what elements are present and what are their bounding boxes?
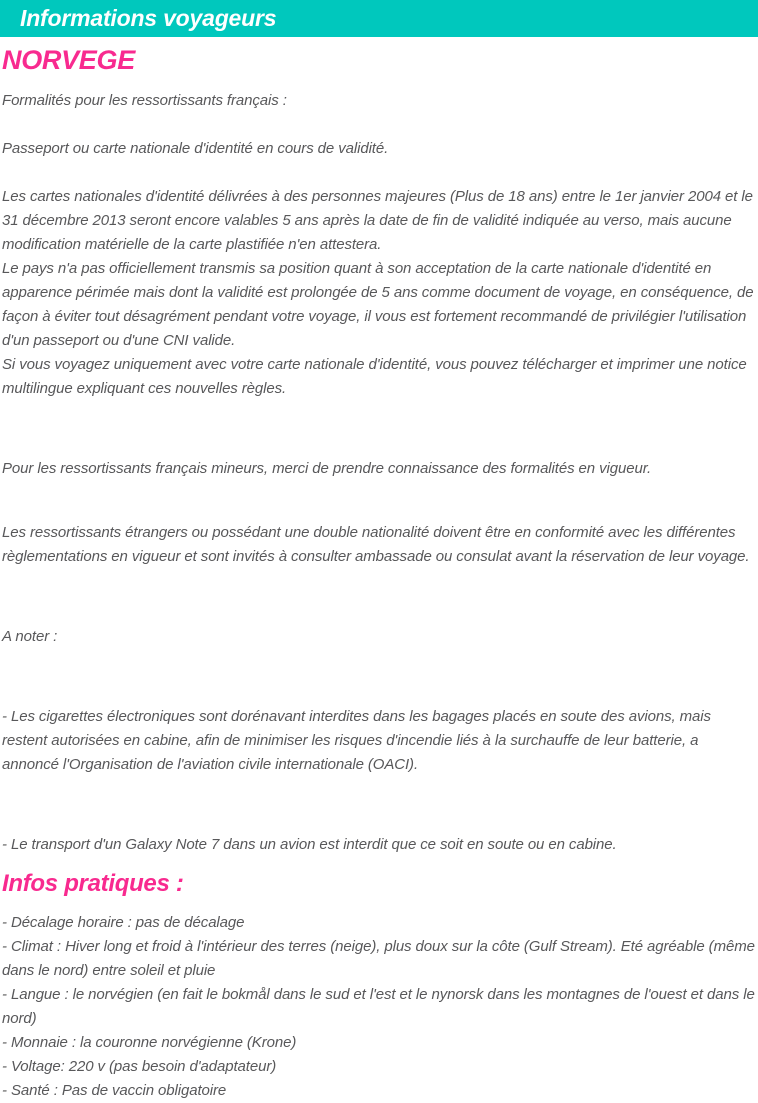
info-item-decalage-horaire: - Décalage horaire : pas de décalage <box>2 914 245 931</box>
info-item-monnaie: - Monnaie : la couronne norvégienne (Krone) <box>2 1034 297 1051</box>
paragraph-passeport: Passeport ou carte nationale d'identité en cours de validité. <box>2 140 389 157</box>
page-title: Informations voyageurs <box>20 5 277 31</box>
paragraph-galaxy-note7: - Le transport d'un Galaxy Note 7 dans un avion est interdit que ce soit en soute ou en cabine. <box>2 836 617 853</box>
info-item-voltage: - Voltage: 220 v (pas besoin d'adaptateur) <box>2 1058 277 1075</box>
info-item-climat: - Climat : Hiver long et froid à l'intérieur des terres (neige), plus doux sur la côte (Gulf Stream). Eté agréable (même dans le nord) entre soleil et pluie <box>2 938 755 979</box>
info-item-langue: - Langue : le norvégien (en fait le bokmål dans le sud et l'est et le nynorsk dans les montagnes de l'ouest et dans le nord) <box>2 986 755 1027</box>
country-heading: NORVEGE <box>2 45 135 75</box>
header-bar <box>0 0 758 37</box>
paragraph-cartes-validite: Les cartes nationales d'identité délivrées à des personnes majeures (Plus de 18 ans) entre le 1er janvier 2004 et le 31 décembre 2013 seront encore valables 5 ans après la date de fin de validité indiquée au verso, mais aucune modification matérielle de la carte plastifiée n'en attestera. <box>2 188 753 253</box>
paragraph-mineurs: Pour les ressortissants français mineurs, merci de prendre connaissance des formalités en vigueur. <box>2 460 652 477</box>
content-area <box>0 45 758 1103</box>
info-item-sante: - Santé : Pas de vaccin obligatoire <box>2 1082 227 1099</box>
paragraph-position-pays: Le pays n'a pas officiellement transmis sa position quant à son acceptation de la carte nationale d'identité en apparence périmée mais dont la validité est prolongée de 5 ans comme document de voyage, en conséquence, de façon à éviter tout désagrément pendant votre voyage, il vous est fortement recommandé de privilégier l'utilisation d'un passeport ou d'une CNI valide. <box>2 260 754 349</box>
paragraph-cigarettes-electroniques: - Les cigarettes électroniques sont dorénavant interdites dans les bagages placés en soute des avions, mais restent autorisées en cabine, afin de minimiser les risques d'incendie liés à la surchauffe de leur batterie, a annoncé l'Organisation de l'aviation civile internationale (OACI). <box>2 708 711 773</box>
paragraph-a-noter: A noter : <box>2 628 58 645</box>
paragraph-formalites-intro: Formalités pour les ressortissants français : <box>2 92 287 109</box>
paragraph-notice-multilingue: Si vous voyagez uniquement avec votre carte nationale d'identité, vous pouvez télécharger et imprimer une notice multilingue expliquant ces nouvelles règles. <box>2 356 747 397</box>
infos-pratiques-heading: Infos pratiques : <box>2 870 184 897</box>
paragraph-etrangers: Les ressortissants étrangers ou possédant une double nationalité doivent être en conformité avec les différentes règlementations en vigueur et sont invités à consulter ambassade ou consulat avant la réservation de leur voyage. <box>2 524 750 565</box>
